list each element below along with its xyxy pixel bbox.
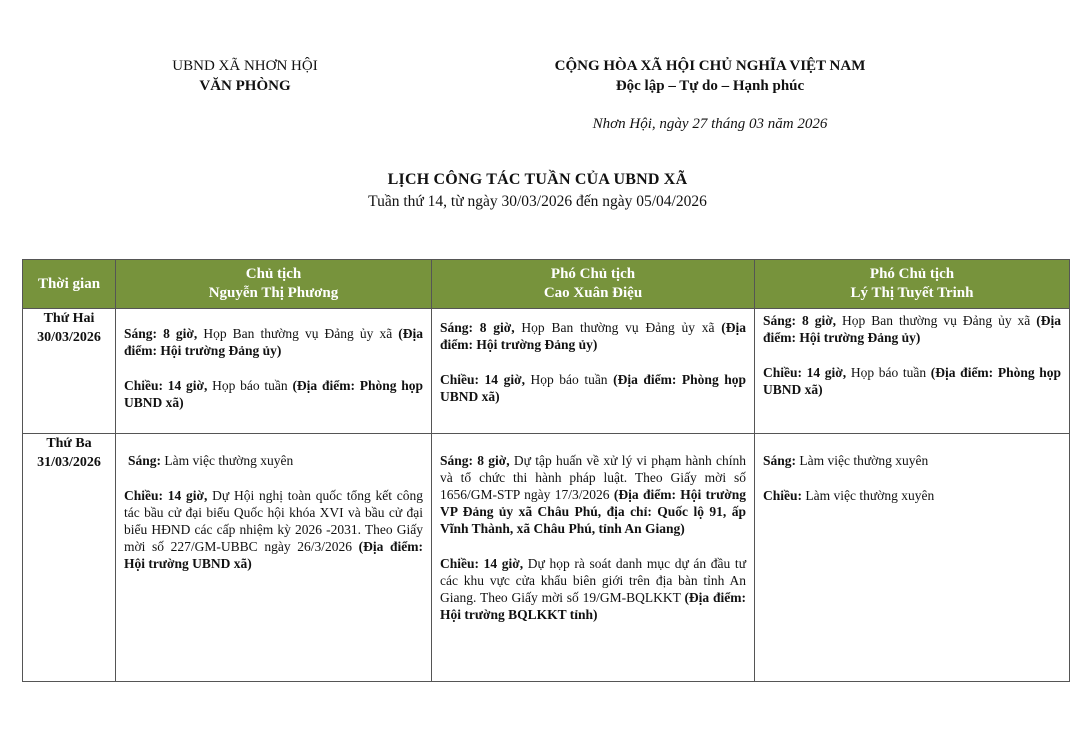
table-row [23, 434, 1070, 682]
header-role: Phó Chủ tịch [550, 266, 636, 282]
morning-entry [440, 452, 746, 537]
header-vice-chairman-2 [755, 260, 1070, 309]
header-person: Cao Xuân Điệu [543, 285, 643, 301]
entry-location: (Địa điểm: Hội trường Đảng ủy) [763, 313, 1061, 345]
entry-location: (Địa điểm: Phòng họp UBND xã) [440, 372, 747, 404]
entry-location: (Địa điểm: Hội trường VP Đảng ủy xã Châu Phú, địa chỉ: Quốc lộ 91, ấp Vĩnh Thành, xã Châu Phú, tỉnh An Giang) [440, 487, 746, 536]
schedule-cell [755, 434, 1070, 682]
schedule-cell [432, 434, 755, 682]
afternoon-entry [124, 487, 423, 572]
header-role: Phó Chủ tịch [869, 266, 955, 282]
nation-name: CỘNG HÒA XÃ HỘI CHỦ NGHĨA VIỆT NAM [554, 58, 866, 74]
afternoon-entry [763, 487, 1061, 504]
header-person: Lý Thị Tuyết Trinh [850, 285, 974, 301]
day-date: 31/03/2026 [37, 455, 101, 470]
entry-location: (Địa điểm: Hội trường UBND xã) [124, 539, 423, 571]
afternoon-entry [124, 377, 423, 411]
header-chairman [116, 260, 432, 309]
issue-date: Nhơn Hội, ngày 27 tháng 03 năm 2026 [592, 116, 828, 132]
day-name: Thứ Ba [46, 436, 92, 451]
day-cell [23, 309, 116, 434]
entry-text: Họp báo tuần [524, 372, 614, 387]
entry-text: Dự họp rà soát danh mục dự án đầu tư các khu vực cửa khẩu biên giới trên địa bàn tỉnh An Giang. Theo Giấy mời số 19/GM-BQLKKT [440, 556, 747, 605]
morning-entry [124, 452, 423, 469]
morning-entry [763, 312, 1061, 346]
entry-time: Sáng: 8 giờ, [440, 453, 510, 468]
entry-text: Làm việc thường xuyên [161, 453, 294, 468]
afternoon-entry [440, 371, 746, 405]
entry-text: Họp Ban thường vụ Đảng ủy xã [514, 320, 722, 335]
document-title: LỊCH CÔNG TÁC TUẦN CỦA UBND XÃ [387, 171, 688, 188]
entry-location: (Địa điểm: Hội trường BQLKKT tỉnh) [440, 590, 746, 622]
entry-time: Chiều: 14 giờ, [763, 365, 847, 380]
weekly-schedule-table [22, 259, 1070, 682]
entry-text: Họp Ban thường vụ Đảng ủy xã [197, 326, 399, 341]
day-name: Thứ Hai [43, 311, 95, 326]
entry-location: (Địa điểm: Phòng họp UBND xã) [124, 378, 423, 410]
schedule-cell [116, 434, 432, 682]
entry-text: Họp Ban thường vụ Đảng ủy xã [836, 313, 1037, 328]
afternoon-entry [763, 364, 1061, 398]
entry-time: Sáng: [763, 453, 797, 468]
entry-location: (Địa điểm: Hội trường Đảng ủy) [124, 326, 424, 358]
morning-entry [124, 325, 423, 359]
morning-entry [763, 452, 1061, 469]
schedule-cell [116, 309, 432, 434]
entry-time: Sáng: 8 giờ, [763, 313, 837, 328]
day-cell [23, 434, 116, 682]
day-date: 30/03/2026 [37, 330, 101, 345]
entry-time: Chiều: [763, 488, 803, 503]
entry-text: Dự Hội nghị toàn quốc tổng kết công tác bầu cử đại biểu Quốc hội khóa XVI và bầu cử đại biểu HĐND các cấp nhiệm kỳ 2026 -2031. Theo Giấy mời số 227/GM-UBBC ngày 26/3/2026 [124, 488, 423, 554]
entry-time: Chiều: 14 giờ, [440, 372, 525, 387]
national-motto: Độc lập – Tự do – Hạnh phúc [615, 78, 805, 94]
entry-text: Họp báo tuần [846, 365, 931, 380]
entry-time: Sáng: 8 giờ, [124, 326, 198, 341]
entry-time: Chiều: 14 giờ, [440, 556, 524, 571]
schedule-cell [755, 309, 1070, 434]
afternoon-entry [440, 555, 746, 623]
national-header [490, 56, 930, 96]
office-name: VĂN PHÒNG [199, 78, 291, 94]
entry-time: Sáng: [128, 453, 162, 468]
table-row [23, 309, 1070, 434]
header-time: Thời gian [23, 260, 116, 309]
entry-time: Sáng: 8 giờ, [440, 320, 515, 335]
entry-text: Làm việc thường xuyên [802, 488, 935, 503]
schedule-cell [432, 309, 755, 434]
entry-text: Họp báo tuần [207, 378, 293, 393]
entry-location: (Địa điểm: Hội trường Đảng ủy) [440, 320, 746, 352]
header-role: Chủ tịch [245, 266, 302, 282]
table-header-row [23, 260, 1070, 309]
entry-location: (Địa điểm: Phòng họp UBND xã) [763, 365, 1062, 397]
entry-text: Làm việc thường xuyên [796, 453, 929, 468]
header-vice-chairman-1 [432, 260, 755, 309]
entry-time: Chiều: 14 giờ, [124, 488, 208, 503]
entry-text: Dự tập huấn về xử lý vi phạm hành chính và tổ chức thi hành pháp luật. Theo Giấy mời số 1656/GM-STP ngày 17/3/2026 [440, 453, 746, 502]
morning-entry [440, 319, 746, 353]
agency-name: UBND XÃ NHƠN HỘI [172, 58, 318, 74]
entry-time: Chiều: 14 giờ, [124, 378, 208, 393]
document-subtitle: Tuần thứ 14, từ ngày 30/03/2026 đến ngày 05/04/2026 [368, 193, 707, 210]
issuing-agency [130, 56, 360, 96]
header-person: Nguyễn Thị Phương [208, 285, 339, 301]
